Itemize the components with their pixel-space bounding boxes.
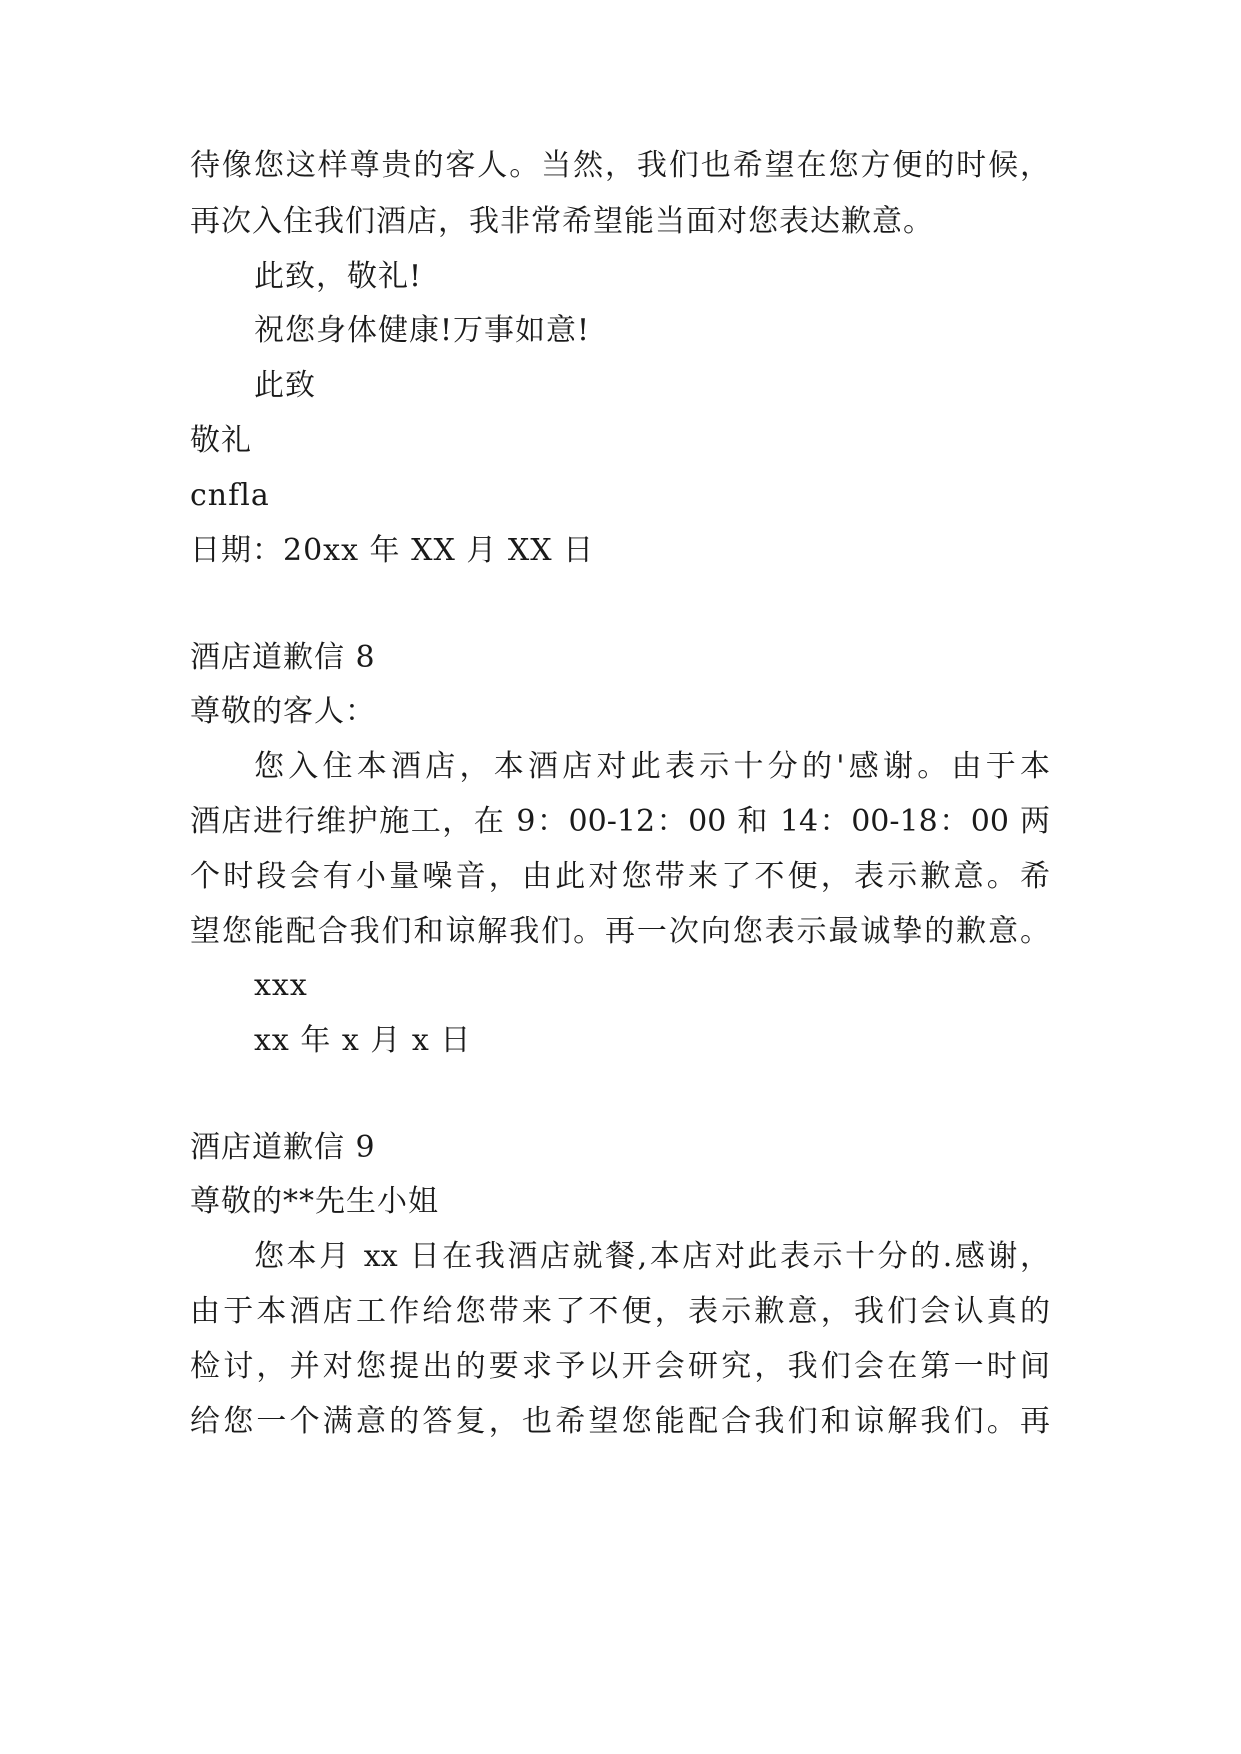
closing-line: 此致 [254,368,316,403]
paragraph-line: 检讨，并对您提出的要求予以开会研究，我们会在第一时间 [190,1349,1050,1384]
paragraph-line: 待像您这样尊贵的客人。当然，我们也希望在您方便的时候， [190,148,1050,183]
paragraph-line: 再次入住我们酒店，我非常希望能当面对您表达歉意。 [190,204,934,239]
closing-line: 祝您身体健康!万事如意! [254,313,591,348]
paragraph-line: 您入住本酒店，本酒店对此表示十分的'感谢。由于本 [254,749,1050,784]
paragraph-line: 您本月 xx 日在我酒店就餐,本店对此表示十分的.感谢， [254,1239,1050,1274]
paragraph-line: 酒店进行维护施工，在 9：00-12：00 和 14：00-18：00 两 [190,804,1050,839]
paragraph-line: 个时段会有小量噪音，由此对您带来了不便，表示歉意。希 [190,859,1050,894]
letter-title: 酒店道歉信 8 [190,640,376,675]
closing-line: 敬礼 [190,423,252,458]
closing-line: 此致，敬礼! [254,259,423,294]
paragraph-line: 由于本酒店工作给您带来了不便，表示歉意，我们会认真的 [190,1294,1050,1329]
signature: cnfla [190,478,270,513]
paragraph-line: 望您能配合我们和谅解我们。再一次向您表示最诚挚的歉意。 [190,914,1050,949]
date-line: 日期：20xx 年 XX 月 XX 日 [190,533,595,568]
salutation: 尊敬的**先生小姐 [190,1184,439,1219]
paragraph-line: 给您一个满意的答复，也希望您能配合我们和谅解我们。再 [190,1404,1050,1439]
letter-title: 酒店道歉信 9 [190,1130,376,1165]
salutation: 尊敬的客人： [190,694,376,729]
signature: xxx [254,968,308,1003]
date-line: xx 年 x 月 x 日 [254,1023,472,1058]
